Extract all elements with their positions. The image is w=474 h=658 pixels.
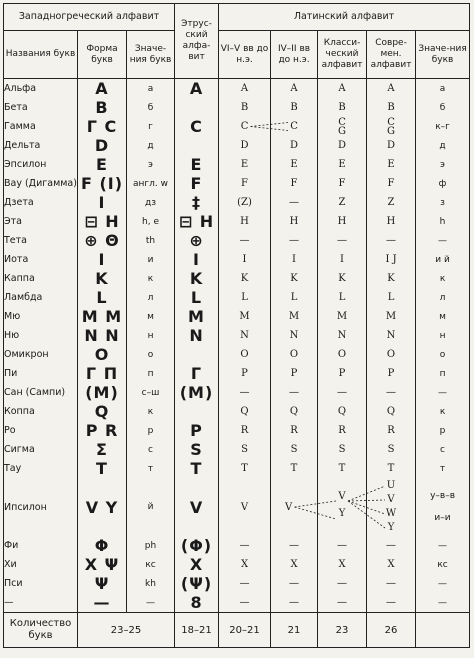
letter-name: Дзета [4, 193, 78, 212]
modern-letter-v: V [387, 494, 395, 505]
greek-letter-form: (M) [78, 383, 127, 402]
greek-letter-value: дз [127, 193, 175, 212]
latin-c6-letter: S [219, 440, 271, 459]
etruscan-letter: (Φ) [175, 536, 219, 555]
greek-letter-value: kh [127, 574, 175, 593]
modern-letter: — [367, 231, 416, 250]
latin-c6-letter: E [219, 155, 271, 174]
greek-letter-value: с–ш [127, 383, 175, 402]
latin-letter-value: — [416, 383, 470, 402]
greek-letter-value: р [127, 421, 175, 440]
letter-name: Сигма [4, 440, 78, 459]
greek-letter-value: о [127, 345, 175, 364]
modern-letter-count: 26 [367, 613, 416, 648]
latin-letter-value: м [416, 307, 470, 326]
modern-letter: N [367, 326, 416, 345]
latin-c6-letter: B [219, 98, 271, 117]
etruscan-letter [175, 402, 219, 421]
table-row [4, 421, 470, 440]
greek-letter-value: п [127, 364, 175, 383]
modern-letter: P [367, 364, 416, 383]
etruscan-letter: E [175, 155, 219, 174]
table-row [4, 440, 470, 459]
latin-c6-letter: (Z) [219, 193, 271, 212]
modern-letter: A [367, 79, 416, 99]
letter-forms-header: Форма букв [78, 31, 127, 79]
etruscan-letter: L [175, 288, 219, 307]
latin-c4-letter: V [271, 478, 318, 536]
etruscan-letter: (M) [175, 383, 219, 402]
etruscan-letter: M [175, 307, 219, 326]
latin-c6-letter: N [219, 326, 271, 345]
letter-name: Хи [4, 555, 78, 574]
latin-letter-value: а [416, 79, 470, 99]
classical-letter: D [318, 136, 367, 155]
greek-letter-form: — [78, 593, 127, 613]
greek-letter-form: M M [78, 307, 127, 326]
classical-letter: O [318, 345, 367, 364]
etruscan-letter: Γ [175, 364, 219, 383]
latin-letter-value: к–г [416, 117, 470, 136]
latin-c4-letter: T [271, 459, 318, 478]
greek-letter-form: L [78, 288, 127, 307]
classical-letter: S [318, 440, 367, 459]
modern-letter: S [367, 440, 416, 459]
table-row [4, 326, 470, 345]
latin-c4-letter: E [271, 155, 318, 174]
table-row [4, 383, 470, 402]
modern-letter: B [367, 98, 416, 117]
etruscan-letter: ⊟ H [175, 212, 219, 231]
modern-letter: X [367, 555, 416, 574]
letter-names-header: Названия букв [4, 31, 78, 79]
etruscan-letter: N [175, 326, 219, 345]
greek-letter-form: T [78, 459, 127, 478]
latin-c6-letter: R [219, 421, 271, 440]
greek-letter-form: X Ψ [78, 555, 127, 574]
greek-letter-value: л [127, 288, 175, 307]
letter-name: Пи [4, 364, 78, 383]
letter-name: Иота [4, 250, 78, 269]
modern-letter: K [367, 269, 416, 288]
latin-c4-letter: X [271, 555, 318, 574]
classical-letter: F [318, 174, 367, 193]
greek-letter-form: Q [78, 402, 127, 421]
modern-letter-u: U [386, 480, 396, 491]
alphabet-comparison-table [3, 3, 470, 648]
letter-name: Тета [4, 231, 78, 250]
classical-letter: R [318, 421, 367, 440]
greek-letter-value: к [127, 269, 175, 288]
letter-name: Ро [4, 421, 78, 440]
greek-letter-form: Φ [78, 536, 127, 555]
greek-letter-value: с [127, 440, 175, 459]
letter-count-row [4, 613, 470, 648]
letter-name: Ипсилон [4, 478, 78, 536]
table-row [4, 536, 470, 555]
classical-letter: — [318, 593, 367, 613]
letter-name: — [4, 593, 78, 613]
greek-letter-value: к [127, 402, 175, 421]
classical-letter: — [318, 574, 367, 593]
latin-c6-letter: H [219, 212, 271, 231]
modern-letter: — [367, 536, 416, 555]
modern-letter: M [367, 307, 416, 326]
latin-value-group [416, 478, 470, 536]
western-greek-header: Западногреческий алфавит [4, 4, 175, 31]
greek-letter-value: б [127, 98, 175, 117]
greek-letter-form: Ψ [78, 574, 127, 593]
latin-letter-value: т [416, 459, 470, 478]
modern-letter: Q [367, 402, 416, 421]
letter-name: Пси [4, 574, 78, 593]
latin-letter-value: р [416, 421, 470, 440]
letter-name: Вау (Дигамма) [4, 174, 78, 193]
c6-5-header: VI–V вв до н.э. [219, 31, 271, 79]
greek-letter-count: 23–25 [78, 613, 175, 648]
modern-letter: L [367, 288, 416, 307]
latin-c6-letter: — [219, 383, 271, 402]
classical-letter-y: Y [338, 508, 346, 519]
letter-name: Эпсилон [4, 155, 78, 174]
latin-c4-letter: R [271, 421, 318, 440]
table-row [4, 288, 470, 307]
latin-letter-value: о [416, 345, 470, 364]
modern-letter-y: Y [387, 522, 395, 533]
letter-name: Сан (Сампи) [4, 383, 78, 402]
greek-letter-value: й [127, 478, 175, 536]
letter-name: Мю [4, 307, 78, 326]
classical-letter: L [318, 288, 367, 307]
classical-letter: C G [318, 117, 367, 136]
etruscan-letter: S [175, 440, 219, 459]
etruscan-letter: (Ψ) [175, 574, 219, 593]
table-row [4, 155, 470, 174]
modern-letter: — [367, 593, 416, 613]
latin-c4-letter: O [271, 345, 318, 364]
latin-c6-letter: X [219, 555, 271, 574]
etruscan-letter [175, 345, 219, 364]
greek-letter-form: Γ C [78, 117, 127, 136]
latin-c4-letter: C [271, 117, 318, 136]
latin-c6-letter: — [219, 536, 271, 555]
latin-c4-letter: F [271, 174, 318, 193]
letter-name: Каппа [4, 269, 78, 288]
greek-letter-form: P R [78, 421, 127, 440]
latin-value-count-empty [416, 613, 470, 648]
etruscan-letter: P [175, 421, 219, 440]
etruscan-letter: F [175, 174, 219, 193]
c4-letter-count: 21 [271, 613, 318, 648]
latin-c6-letter: M [219, 307, 271, 326]
latin-c6-letter: C [219, 117, 271, 136]
table-row [4, 79, 470, 99]
letter-name: Дельта [4, 136, 78, 155]
letter-name: Бета [4, 98, 78, 117]
modern-letter: D [367, 136, 416, 155]
classical-letter: — [318, 383, 367, 402]
classical-letter: I [318, 250, 367, 269]
latin-letter-value: — [416, 574, 470, 593]
greek-letter-value: а [127, 79, 175, 99]
latin-letter-value: h [416, 212, 470, 231]
table-row-upsilon [4, 478, 470, 536]
latin-c6-letter: L [219, 288, 271, 307]
latin-c4-letter: Q [271, 402, 318, 421]
modern-letter: C G [367, 117, 416, 136]
classical-letter: N [318, 326, 367, 345]
latin-c6-letter: K [219, 269, 271, 288]
table-row [4, 459, 470, 478]
letter-name: Ламбда [4, 288, 78, 307]
classical-letter: Z [318, 193, 367, 212]
table-row [4, 250, 470, 269]
classical-letter: B [318, 98, 367, 117]
letter-name: Альфа [4, 79, 78, 99]
table-row [4, 117, 470, 136]
greek-letter-form: I [78, 250, 127, 269]
table-row [4, 345, 470, 364]
latin-c6-letter: — [219, 593, 271, 613]
latin-c4-letter: B [271, 98, 318, 117]
letter-name: Гамма [4, 117, 78, 136]
classical-letter: — [318, 231, 367, 250]
table-row [4, 98, 470, 117]
greek-letter-value: д [127, 136, 175, 155]
letter-name: Ню [4, 326, 78, 345]
latin-letter-value: и й [416, 250, 470, 269]
table-row [4, 212, 470, 231]
latin-value-top: у–в–в [430, 491, 455, 501]
greek-letter-form: Σ [78, 440, 127, 459]
latin-c4-letter: N [271, 326, 318, 345]
classical-letter-group [318, 478, 367, 536]
latin-c6-letter: Q [219, 402, 271, 421]
greek-letter-form: V Y [78, 478, 127, 536]
latin-letter-value: — [416, 231, 470, 250]
latin-c4-letter: H [271, 212, 318, 231]
etruscan-letter: 8 [175, 593, 219, 613]
latin-letter-value: з [416, 193, 470, 212]
latin-c4-letter: S [271, 440, 318, 459]
etruscan-letter-count: 18–21 [175, 613, 219, 648]
classical-letter: X [318, 555, 367, 574]
latin-letter-value: к [416, 402, 470, 421]
latin-c6-letter: — [219, 574, 271, 593]
latin-c6-letter: P [219, 364, 271, 383]
latin-letter-value: н [416, 326, 470, 345]
latin-c6-letter: F [219, 174, 271, 193]
table-row [4, 555, 470, 574]
modern-letter: R [367, 421, 416, 440]
table-row [4, 269, 470, 288]
greek-letter-form: B [78, 98, 127, 117]
table-row [4, 307, 470, 326]
classical-letter: P [318, 364, 367, 383]
latin-letter-value: п [416, 364, 470, 383]
modern-letter: H [367, 212, 416, 231]
etruscan-letter: C [175, 117, 219, 136]
latin-letter-value: б [416, 98, 470, 117]
greek-letter-form: ⊕ Θ [78, 231, 127, 250]
latin-c4-letter: — [271, 231, 318, 250]
meanings-header: Значе-ния букв [127, 31, 175, 79]
greek-letter-form: D [78, 136, 127, 155]
table-row [4, 136, 470, 155]
letter-name: Коппа [4, 402, 78, 421]
latin-c6-letter: V [219, 478, 271, 536]
classical-letter: M [318, 307, 367, 326]
latin-header: Латинский алфавит [219, 4, 470, 31]
table-row [4, 193, 470, 212]
etruscan-letter: A [175, 79, 219, 99]
etruscan-letter: T [175, 459, 219, 478]
etruscan-letter: K [175, 269, 219, 288]
table-row [4, 364, 470, 383]
latin-c4-letter: M [271, 307, 318, 326]
greek-letter-form: Γ Π [78, 364, 127, 383]
classical-letter: — [318, 536, 367, 555]
table-row [4, 574, 470, 593]
latin-c6-letter: O [219, 345, 271, 364]
modern-letter: — [367, 383, 416, 402]
modern-letter: — [367, 574, 416, 593]
latin-letter-value: э [416, 155, 470, 174]
letter-name: Эта [4, 212, 78, 231]
modern-letter: T [367, 459, 416, 478]
latin-c6-letter: D [219, 136, 271, 155]
greek-letter-value: г [127, 117, 175, 136]
latin-value-bottom: и–и [434, 513, 451, 523]
table-row [4, 231, 470, 250]
greek-letter-value: т [127, 459, 175, 478]
latin-meanings-header: Значе-ния букв [416, 31, 470, 79]
etruscan-letter [175, 98, 219, 117]
latin-c4-letter: L [271, 288, 318, 307]
classical-letter: T [318, 459, 367, 478]
latin-c4-letter: I [271, 250, 318, 269]
etruscan-letter: ⊕ [175, 231, 219, 250]
latin-c4-letter: D [271, 136, 318, 155]
classical-letter: E [318, 155, 367, 174]
latin-c6-letter: I [219, 250, 271, 269]
modern-letter: F [367, 174, 416, 193]
etruscan-letter: I [175, 250, 219, 269]
latin-c4-letter: P [271, 364, 318, 383]
greek-letter-form: E [78, 155, 127, 174]
greek-letter-value: англ. w [127, 174, 175, 193]
etruscan-header: Этрус-ский алфа-вит [175, 4, 219, 79]
greek-letter-value: — [127, 593, 175, 613]
greek-letter-form: N N [78, 326, 127, 345]
etruscan-letter [175, 136, 219, 155]
latin-letter-value: — [416, 593, 470, 613]
modern-letter: O [367, 345, 416, 364]
etruscan-letter: ‡ [175, 193, 219, 212]
greek-letter-form: O [78, 345, 127, 364]
modern-letter: I J [367, 250, 416, 269]
latin-c4-letter: — [271, 593, 318, 613]
classical-header: Класси-ческий алфавит [318, 31, 367, 79]
latin-c6-letter: — [219, 231, 271, 250]
classical-letter-g: G [338, 125, 347, 136]
greek-letter-form: I [78, 193, 127, 212]
letter-count-label: Количество букв [4, 613, 78, 648]
table-row [4, 174, 470, 193]
modern-letter-group [367, 478, 416, 536]
greek-letter-value: э [127, 155, 175, 174]
c6-letter-count: 20–21 [219, 613, 271, 648]
latin-letter-value: — [416, 536, 470, 555]
classical-letter-v: V [338, 491, 346, 502]
latin-letter-value: к [416, 269, 470, 288]
greek-letter-form: F (I) [78, 174, 127, 193]
greek-letter-form: ⊟ H [78, 212, 127, 231]
modern-letter-g: G [387, 125, 396, 136]
greek-letter-value: h, e [127, 212, 175, 231]
greek-letter-value: н [127, 326, 175, 345]
greek-letter-value: ph [127, 536, 175, 555]
greek-letter-value: th [127, 231, 175, 250]
latin-c4-letter: A [271, 79, 318, 99]
classical-letter: H [318, 212, 367, 231]
latin-c4-letter: — [271, 193, 318, 212]
latin-c6-letter: A [219, 79, 271, 99]
classical-letter: K [318, 269, 367, 288]
latin-c6-letter: T [219, 459, 271, 478]
latin-letter-value: д [416, 136, 470, 155]
greek-letter-form: A [78, 79, 127, 99]
latin-c4-letter: K [271, 269, 318, 288]
classical-letter: A [318, 79, 367, 99]
modern-letter: Z [367, 193, 416, 212]
classical-letter-count: 23 [318, 613, 367, 648]
modern-header: Совре-мен. алфавит [367, 31, 416, 79]
latin-letter-value: ф [416, 174, 470, 193]
classical-letter: Q [318, 402, 367, 421]
greek-letter-form: K [78, 269, 127, 288]
greek-letter-value: кс [127, 555, 175, 574]
letter-name: Тау [4, 459, 78, 478]
greek-letter-value: и [127, 250, 175, 269]
etruscan-letter: V [175, 478, 219, 536]
greek-letter-value: м [127, 307, 175, 326]
modern-letter-w: W [385, 508, 397, 519]
latin-c4-letter: — [271, 536, 318, 555]
latin-c4-letter: — [271, 574, 318, 593]
table-row [4, 593, 470, 613]
letter-name: Омикрон [4, 345, 78, 364]
latin-letter-value: с [416, 440, 470, 459]
table-row [4, 402, 470, 421]
latin-letter-value: л [416, 288, 470, 307]
etruscan-letter: X [175, 555, 219, 574]
c4-2-header: IV–II вв до н.э. [271, 31, 318, 79]
letter-name: Фи [4, 536, 78, 555]
table-body [4, 79, 470, 648]
latin-c4-letter: — [271, 383, 318, 402]
latin-letter-value: кс [416, 555, 470, 574]
modern-letter: E [367, 155, 416, 174]
